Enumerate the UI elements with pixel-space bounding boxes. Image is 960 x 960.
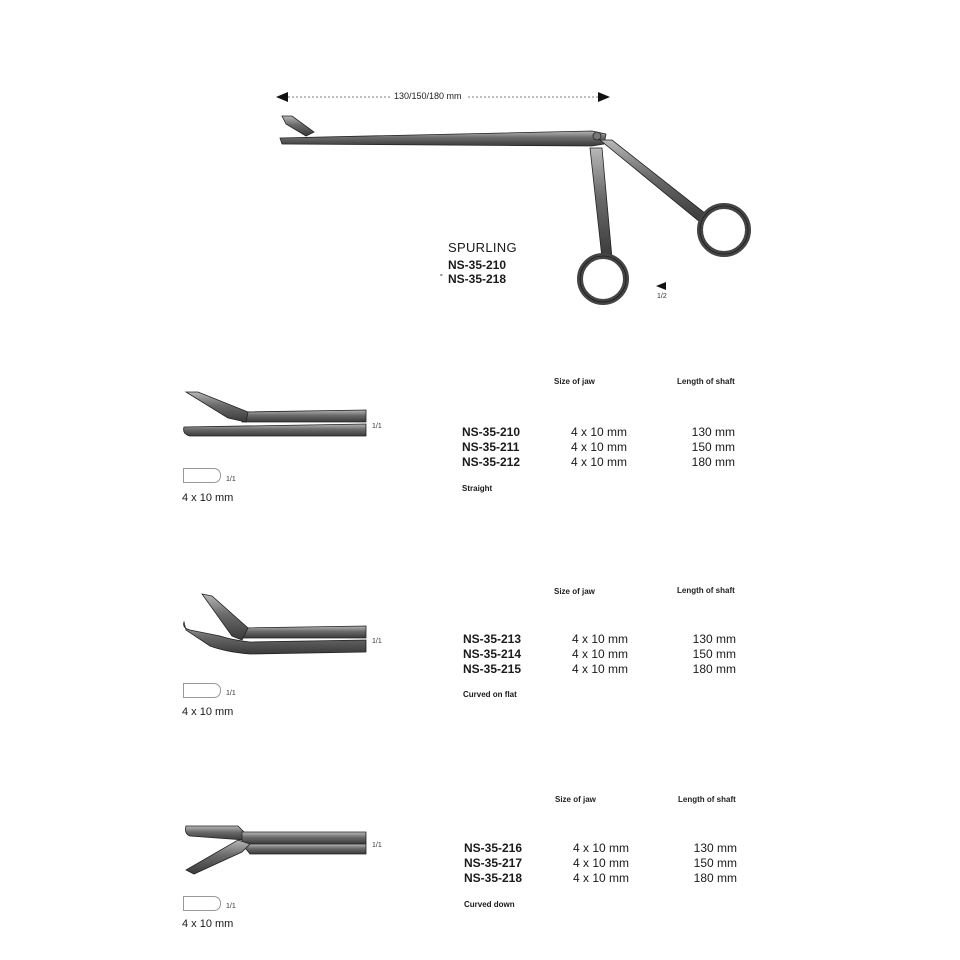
jaw-size-value: 4 x 10 mm	[572, 632, 629, 646]
instrument-code-last: NS-35-218	[448, 272, 507, 286]
column-header-length: Length of shaft	[677, 586, 735, 595]
shaft-length-value: 180 mm	[692, 662, 737, 676]
product-code: NS-35-216	[464, 841, 523, 855]
jaw-outline-icon	[183, 468, 221, 483]
jaw-outline-icon	[183, 683, 221, 698]
table-row	[464, 871, 764, 886]
product-code: NS-35-210	[462, 425, 521, 439]
product-code: NS-35-211	[462, 440, 520, 454]
product-code: NS-35-214	[463, 647, 522, 661]
table-row	[462, 425, 762, 440]
jaw-size-value: 4 x 10 mm	[571, 455, 628, 469]
table-row	[463, 647, 763, 662]
variant-label: Straight	[462, 484, 493, 493]
column-header-size: Size of jaw	[554, 587, 595, 596]
jaw-outline-icon	[183, 896, 221, 911]
instrument-name: SPURLING	[448, 240, 517, 255]
instrument-code-first: NS-35-210	[448, 258, 507, 272]
dimension-label: 130/150/180 mm	[390, 91, 466, 101]
table-row	[463, 632, 763, 647]
column-header-length: Length of shaft	[678, 795, 736, 804]
column-header-length: Length of shaft	[677, 377, 735, 386]
header-scale: 1/2	[657, 293, 667, 300]
jaw-size-label: 4 x 10 mm	[182, 492, 234, 504]
shaft-length-value: 130 mm	[692, 632, 737, 646]
scale-pointer-icon	[656, 282, 668, 290]
jaw-size-value: 4 x 10 mm	[572, 647, 629, 661]
rongeur-tip-illustration	[180, 822, 370, 882]
jaw-scale: 1/1	[226, 690, 236, 697]
rongeur-tip-illustration	[180, 388, 370, 448]
tip-scale: 1/1	[372, 423, 382, 430]
table-row	[462, 440, 762, 455]
tip-scale: 1/1	[372, 842, 382, 849]
product-code: NS-35-217	[464, 856, 523, 870]
product-table	[462, 425, 762, 470]
jaw-size-value: 4 x 10 mm	[573, 856, 630, 870]
jaw-size-value: 4 x 10 mm	[573, 841, 630, 855]
product-table	[463, 632, 763, 677]
table-row	[464, 841, 764, 856]
variant-label: Curved on flat	[463, 690, 517, 699]
column-header-size: Size of jaw	[555, 795, 596, 804]
shaft-length-value: 150 mm	[692, 647, 737, 661]
jaw-size-value: 4 x 10 mm	[571, 425, 628, 439]
jaw-size-label: 4 x 10 mm	[182, 706, 234, 718]
shaft-length-value: 180 mm	[693, 871, 738, 885]
table-row	[462, 455, 762, 470]
shaft-length-value: 180 mm	[691, 455, 736, 469]
jaw-size-label: 4 x 10 mm	[182, 918, 234, 930]
product-table	[464, 841, 764, 886]
shaft-length-value: 130 mm	[693, 841, 738, 855]
shaft-length-value: 150 mm	[693, 856, 738, 870]
product-code: NS-35-212	[462, 455, 521, 469]
tip-scale: 1/1	[372, 638, 382, 645]
jaw-size-value: 4 x 10 mm	[571, 440, 628, 454]
shaft-length-value: 150 mm	[691, 440, 736, 454]
rongeur-tip-illustration	[180, 590, 370, 660]
table-row	[463, 662, 763, 677]
variant-label: Curved down	[464, 900, 515, 909]
column-header-size: Size of jaw	[554, 377, 595, 386]
product-code: NS-35-213	[463, 632, 522, 646]
table-row	[464, 856, 764, 871]
jaw-size-value: 4 x 10 mm	[572, 662, 629, 676]
product-code: NS-35-215	[463, 662, 522, 676]
instrument-code-prefix-mark: -	[440, 270, 443, 279]
jaw-size-value: 4 x 10 mm	[573, 871, 630, 885]
product-code: NS-35-218	[464, 871, 523, 885]
shaft-length-value: 130 mm	[691, 425, 736, 439]
jaw-scale: 1/1	[226, 903, 236, 910]
jaw-scale: 1/1	[226, 476, 236, 483]
